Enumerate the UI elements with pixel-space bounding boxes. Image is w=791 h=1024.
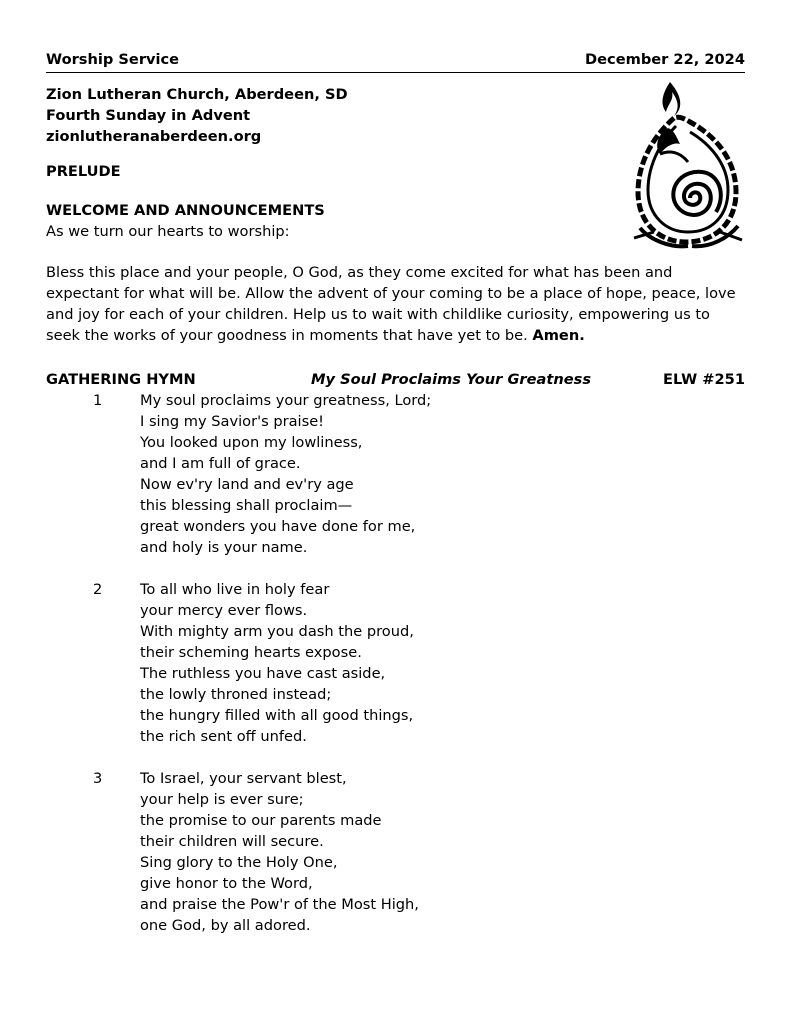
- page-header: [46, 46, 745, 73]
- stanza-line: and holy is your name.: [140, 539, 308, 556]
- stanza-line: great wonders you have done for me,: [140, 518, 416, 535]
- prayer-text: Bless this place and your people, O God, as they come excited for what has been and expectant for what will be. Allow the advent of your coming to be a place of hope, peace, love and joy for each of your children. Help us to wait with childlike curiosity, empowering us to seek the works of your goodness in moments that have yet to be.: [46, 264, 736, 344]
- stanza-line: To Israel, your servant blest,: [140, 770, 347, 787]
- prelude-heading: PRELUDE: [46, 163, 121, 180]
- stanza-line: the rich sent off unfed.: [140, 728, 307, 745]
- prayer-amen: Amen.: [532, 327, 585, 344]
- hymn-title: My Soul Proclaims Your Greatness: [311, 371, 592, 388]
- welcome-intro: As we turn our hearts to worship:: [46, 223, 290, 240]
- stanza-line: Now ev'ry land and ev'ry age: [140, 476, 354, 493]
- header-title: Worship Service: [46, 51, 180, 68]
- stanza-line: the promise to our parents made: [140, 812, 382, 829]
- stanza-number: 3: [93, 770, 103, 787]
- stanza-line: give honor to the Word,: [140, 875, 313, 892]
- stanza-line: their scheming hearts expose.: [140, 644, 362, 661]
- welcome-heading: WELCOME AND ANNOUNCEMENTS: [46, 202, 325, 219]
- stanza-line: this blessing shall proclaim—: [140, 497, 353, 514]
- stanza-line: one God, by all adored.: [140, 917, 311, 934]
- liturgical-day: Fourth Sunday in Advent: [46, 107, 251, 124]
- stanza-line: their children will secure.: [140, 833, 324, 850]
- stanza-line: My soul proclaims your greatness, Lord;: [140, 392, 432, 409]
- stanza-number: 2: [93, 581, 103, 598]
- church-name: Zion Lutheran Church, Aberdeen, SD: [46, 86, 348, 103]
- stanza-line: Sing glory to the Holy One,: [140, 854, 338, 871]
- welcome-section: [46, 200, 325, 242]
- hymn-heading: GATHERING HYMN: [46, 371, 196, 388]
- stanza-line: To all who live in holy fear: [140, 581, 330, 598]
- hymn-number: ELW #251: [662, 371, 745, 388]
- stanza-line: I sing my Savior's praise!: [140, 413, 325, 430]
- stanza-line: and I am full of grace.: [140, 455, 301, 472]
- stanza-number: 1: [93, 392, 103, 409]
- stanza-line: The ruthless you have cast aside,: [140, 665, 386, 682]
- stanza-line: You looked upon my lowliness,: [140, 434, 363, 451]
- church-website: zionlutheranaberdeen.org: [46, 128, 262, 145]
- stanza-line: your help is ever sure;: [140, 791, 304, 808]
- advent-candle-mary-icon: [630, 80, 745, 250]
- hymn-header: [46, 369, 745, 390]
- header-date: December 22, 2024: [585, 51, 745, 68]
- stanza-line: and praise the Pow'r of the Most High,: [140, 896, 419, 913]
- church-info: [46, 84, 348, 147]
- stanza-line: With mighty arm you dash the proud,: [140, 623, 414, 640]
- stanza-line: the lowly throned instead;: [140, 686, 332, 703]
- opening-prayer: [46, 262, 746, 346]
- stanza-line: the hungry filled with all good things,: [140, 707, 414, 724]
- stanza-line: your mercy ever flows.: [140, 602, 308, 619]
